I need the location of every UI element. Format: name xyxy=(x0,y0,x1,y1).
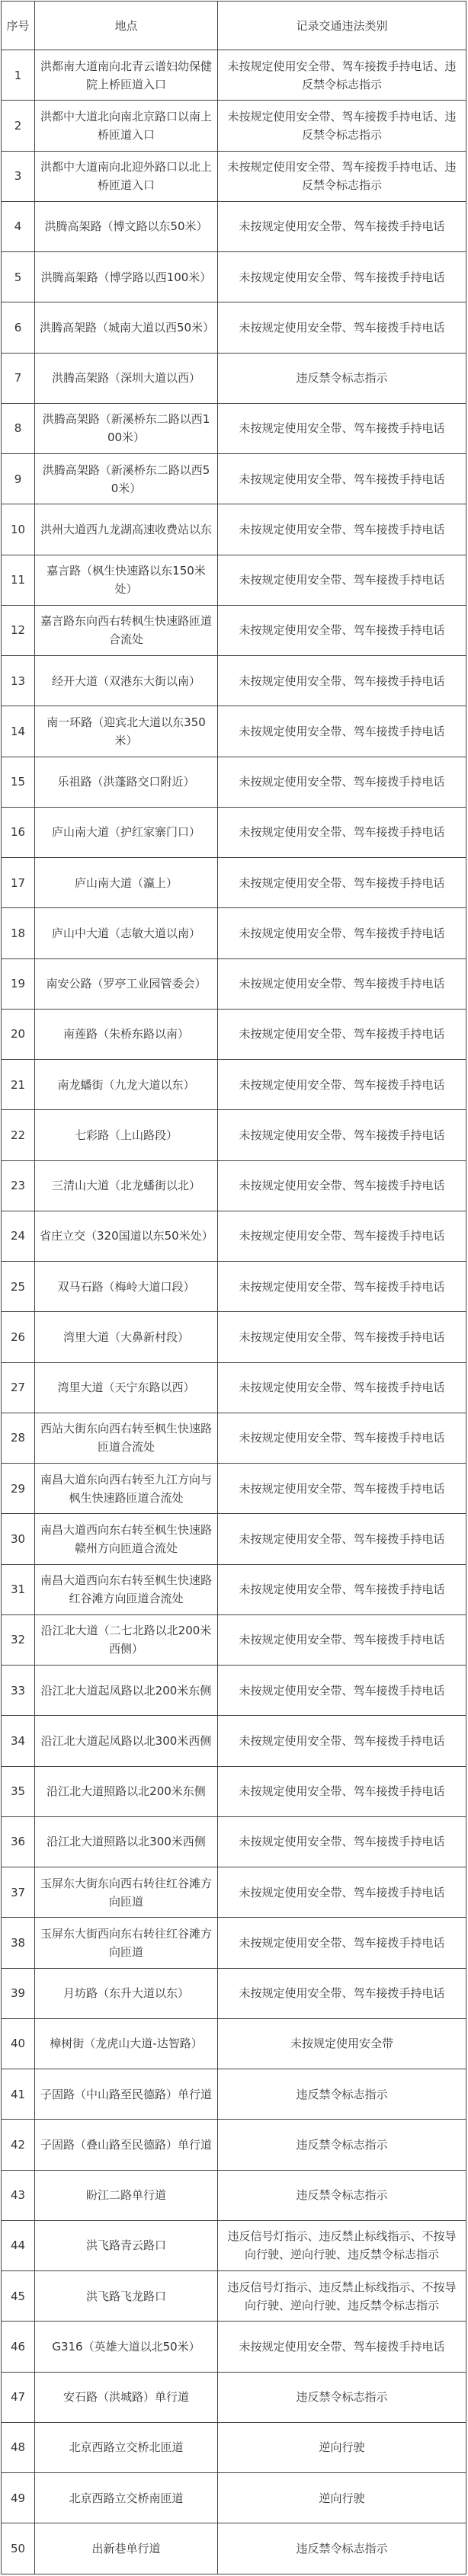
cell-location: 湾里大道（大鼻新村段） xyxy=(35,1312,218,1362)
cell-violation: 未按规定使用安全带、驾车接拨手持电话 xyxy=(218,1464,466,1514)
table-row xyxy=(2,555,466,605)
table-row xyxy=(2,1867,466,1918)
cell-violation: 未按规定使用安全带、驾车接拨手持电话 xyxy=(218,555,466,605)
cell-no: 5 xyxy=(2,252,35,302)
cell-violation: 违反禁令标志指示 xyxy=(218,2069,466,2120)
cell-no: 49 xyxy=(2,2473,35,2523)
table-row xyxy=(2,252,466,302)
table-row xyxy=(2,1918,466,1968)
table-header-row xyxy=(2,2,466,50)
cell-violation: 未按规定使用安全带、驾车接拨手持电话 xyxy=(218,757,466,807)
cell-violation: 未按规定使用安全带、驾车接拨手持电话、违反禁令标志指示 xyxy=(218,151,466,201)
cell-location: 洪都南大道南向北青云谱妇幼保健院上桥匝道入口 xyxy=(35,50,218,101)
cell-violation: 未按规定使用安全带、驾车接拨手持电话 xyxy=(218,605,466,655)
cell-violation: 未按规定使用安全带、驾车接拨手持电话 xyxy=(218,1564,466,1614)
cell-location: 洪飞路青云路口 xyxy=(35,2220,218,2270)
cell-violation: 违反信号灯指示、违反禁止标线指示、不按导向行驶、逆向行驶、违反禁令标志指示 xyxy=(218,2220,466,2270)
cell-location: 庐山中大道（志敏大道以南） xyxy=(35,908,218,958)
cell-violation: 违反禁令标志指示 xyxy=(218,353,466,403)
cell-violation: 违反禁令标志指示 xyxy=(218,2170,466,2220)
table-row xyxy=(2,1060,466,1110)
table-row xyxy=(2,2372,466,2422)
cell-location: 沿江北大道起凤路以北200米东侧 xyxy=(35,1666,218,1716)
cell-no: 36 xyxy=(2,1816,35,1867)
cell-violation: 未按规定使用安全带、驾车接拨手持电话 xyxy=(218,908,466,958)
cell-violation: 未按规定使用安全带、驾车接拨手持电话 xyxy=(218,1666,466,1716)
header-violation: 记录交通违法类别 xyxy=(218,2,466,50)
cell-no: 44 xyxy=(2,2220,35,2270)
cell-location: 洪都中大道北向南北京路口以南上桥匝道入口 xyxy=(35,101,218,151)
cell-no: 42 xyxy=(2,2120,35,2170)
cell-location: 省庄立交（320国道以东50米处） xyxy=(35,1211,218,1261)
cell-location: 嘉言路东向西右转枫生快速路匝道合流处 xyxy=(35,605,218,655)
table-row xyxy=(2,858,466,908)
cell-location: 洪腾高架路（城南大道以西50米） xyxy=(35,302,218,353)
table-row xyxy=(2,1464,466,1514)
cell-violation: 未按规定使用安全带、驾车接拨手持电话 xyxy=(218,1614,466,1665)
cell-location: 盼江二路单行道 xyxy=(35,2170,218,2220)
cell-location: 玉屏东大街东向西右转往红谷滩方向匝道 xyxy=(35,1867,218,1918)
table-row xyxy=(2,1312,466,1362)
cell-location: 洪腾高架路（深圳大道以西） xyxy=(35,353,218,403)
cell-location: 沿江北大道照路以北200米东侧 xyxy=(35,1766,218,1816)
cell-location: 北京西路立交桥南匝道 xyxy=(35,2473,218,2523)
cell-violation: 未按规定使用安全带、驾车接拨手持电话 xyxy=(218,1160,466,1211)
cell-no: 7 xyxy=(2,353,35,403)
cell-no: 24 xyxy=(2,1211,35,1261)
cell-location: 南昌大道东向西右转至九江方向与枫生快速路匝道合流处 xyxy=(35,1464,218,1514)
table-row xyxy=(2,2422,466,2472)
cell-location: 乐祖路（洪蓬路交口附近） xyxy=(35,757,218,807)
cell-no: 50 xyxy=(2,2523,35,2574)
table-row xyxy=(2,2170,466,2220)
cell-no: 15 xyxy=(2,757,35,807)
table-row xyxy=(2,706,466,757)
cell-location: 安石路（洪城路）单行道 xyxy=(35,2372,218,2422)
table-row xyxy=(2,454,466,504)
cell-violation: 违反禁令标志指示 xyxy=(218,2523,466,2574)
cell-location: 七彩路（上山路段） xyxy=(35,1110,218,1160)
cell-no: 20 xyxy=(2,1009,35,1059)
table-row xyxy=(2,2120,466,2170)
cell-location: 洪腾高架路（新溪桥东二路以西50米） xyxy=(35,454,218,504)
cell-location: 南昌大道西向东右转至枫生快速路红谷滩方向匝道合流处 xyxy=(35,1564,218,1614)
cell-no: 26 xyxy=(2,1312,35,1362)
cell-no: 31 xyxy=(2,1564,35,1614)
table-row xyxy=(2,101,466,151)
table-row xyxy=(2,1413,466,1463)
table-row xyxy=(2,605,466,655)
cell-location: 洪飞路飞龙路口 xyxy=(35,2271,218,2322)
cell-violation: 违反禁令标志指示 xyxy=(218,2120,466,2170)
cell-violation: 未按规定使用安全带、驾车接拨手持电话 xyxy=(218,504,466,555)
table-row xyxy=(2,403,466,453)
cell-no: 35 xyxy=(2,1766,35,1816)
cell-no: 27 xyxy=(2,1362,35,1413)
table-row xyxy=(2,958,466,1009)
cell-violation: 未按规定使用安全带、驾车接拨手持电话 xyxy=(218,1816,466,1867)
cell-violation: 未按规定使用安全带、驾车接拨手持电话 xyxy=(218,1009,466,1059)
cell-location: 北京西路立交桥北匝道 xyxy=(35,2422,218,2472)
cell-location: 经开大道（双港东大街以南） xyxy=(35,656,218,706)
cell-violation: 未按规定使用安全带、驾车接拨手持电话 xyxy=(218,1867,466,1918)
cell-location: 庐山南大道（护红家寨门口） xyxy=(35,807,218,857)
cell-violation: 未按规定使用安全带、驾车接拨手持电话 xyxy=(218,958,466,1009)
cell-no: 39 xyxy=(2,1968,35,2018)
cell-location: 洪腾高架路（新溪桥东二路以西100米） xyxy=(35,403,218,453)
cell-violation: 逆向行驶 xyxy=(218,2422,466,2472)
cell-location: 庐山南大道（瀛上） xyxy=(35,858,218,908)
cell-location: 子固路（中山路至民德路）单行道 xyxy=(35,2069,218,2120)
cell-location: 子固路（叠山路至民德路）单行道 xyxy=(35,2120,218,2170)
cell-violation: 违反禁令标志指示 xyxy=(218,2372,466,2422)
cell-violation: 未按规定使用安全带、驾车接拨手持电话 xyxy=(218,1716,466,1766)
cell-no: 38 xyxy=(2,1918,35,1968)
table-row xyxy=(2,2523,466,2574)
cell-location: 南莲路（朱桥东路以南） xyxy=(35,1009,218,1059)
cell-violation: 未按规定使用安全带、驾车接拨手持电话 xyxy=(218,1413,466,1463)
table-row xyxy=(2,151,466,201)
cell-location: 樟树街（龙虎山大道-达智路） xyxy=(35,2018,218,2069)
cell-violation: 未按规定使用安全带、驾车接拨手持电话 xyxy=(218,1211,466,1261)
table-row xyxy=(2,2220,466,2270)
cell-no: 12 xyxy=(2,605,35,655)
table-row xyxy=(2,1716,466,1766)
cell-location: 西站大街东向西右转至枫生快速路匝道合流处 xyxy=(35,1413,218,1463)
cell-no: 6 xyxy=(2,302,35,353)
cell-no: 18 xyxy=(2,908,35,958)
cell-no: 8 xyxy=(2,403,35,453)
cell-location: 沿江北大道（二七北路以北200米西侧） xyxy=(35,1614,218,1665)
cell-no: 48 xyxy=(2,2422,35,2472)
cell-no: 14 xyxy=(2,706,35,757)
cell-violation: 逆向行驶 xyxy=(218,2473,466,2523)
cell-no: 33 xyxy=(2,1666,35,1716)
cell-violation: 未按规定使用安全带、驾车接拨手持电话 xyxy=(218,656,466,706)
table-row xyxy=(2,2069,466,2120)
cell-no: 22 xyxy=(2,1110,35,1160)
table-row xyxy=(2,1262,466,1312)
cell-violation: 未按规定使用安全带、驾车接拨手持电话、违反禁令标志指示 xyxy=(218,50,466,101)
table-row xyxy=(2,656,466,706)
header-no: 序号 xyxy=(2,2,35,50)
cell-violation: 未按规定使用安全带、驾车接拨手持电话 xyxy=(218,1968,466,2018)
cell-violation: 未按规定使用安全带 xyxy=(218,2018,466,2069)
cell-no: 29 xyxy=(2,1464,35,1514)
table-row xyxy=(2,2018,466,2069)
table-row xyxy=(2,1110,466,1160)
cell-no: 16 xyxy=(2,807,35,857)
table-row xyxy=(2,1362,466,1413)
cell-no: 47 xyxy=(2,2372,35,2422)
cell-violation: 未按规定使用安全带、驾车接拨手持电话、违反禁令标志指示 xyxy=(218,101,466,151)
cell-no: 46 xyxy=(2,2322,35,2372)
table-row xyxy=(2,1009,466,1059)
cell-no: 10 xyxy=(2,504,35,555)
cell-violation: 未按规定使用安全带、驾车接拨手持电话 xyxy=(218,454,466,504)
cell-no: 3 xyxy=(2,151,35,201)
header-location: 地点 xyxy=(35,2,218,50)
cell-location: 南安公路（罗亭工业园管委会） xyxy=(35,958,218,1009)
cell-no: 45 xyxy=(2,2271,35,2322)
table-row xyxy=(2,1514,466,1564)
table-row xyxy=(2,2271,466,2322)
cell-violation: 未按规定使用安全带、驾车接拨手持电话 xyxy=(218,1060,466,1110)
table-row xyxy=(2,1968,466,2018)
table-row xyxy=(2,1160,466,1211)
cell-no: 17 xyxy=(2,858,35,908)
cell-location: 嘉言路（枫生快速路以东150米处） xyxy=(35,555,218,605)
cell-violation: 未按规定使用安全带、驾车接拨手持电话 xyxy=(218,1514,466,1564)
cell-violation: 未按规定使用安全带、驾车接拨手持电话 xyxy=(218,1918,466,1968)
table-row xyxy=(2,1666,466,1716)
table-row xyxy=(2,201,466,251)
table-row xyxy=(2,1766,466,1816)
table-row xyxy=(2,1614,466,1665)
cell-violation: 未按规定使用安全带、驾车接拨手持电话 xyxy=(218,302,466,353)
table-row xyxy=(2,757,466,807)
table-row xyxy=(2,908,466,958)
cell-location: 双马石路（梅岭大道口段） xyxy=(35,1262,218,1312)
cell-no: 25 xyxy=(2,1262,35,1312)
cell-violation: 未按规定使用安全带、驾车接拨手持电话 xyxy=(218,1766,466,1816)
cell-no: 9 xyxy=(2,454,35,504)
table-row xyxy=(2,504,466,555)
table-row xyxy=(2,1816,466,1867)
cell-violation: 未按规定使用安全带、驾车接拨手持电话 xyxy=(218,1362,466,1413)
table-row xyxy=(2,353,466,403)
cell-no: 2 xyxy=(2,101,35,151)
cell-no: 32 xyxy=(2,1614,35,1665)
cell-no: 19 xyxy=(2,958,35,1009)
cell-location: 洪腾高架路（博学路以西100米） xyxy=(35,252,218,302)
cell-violation: 未按规定使用安全带、驾车接拨手持电话 xyxy=(218,807,466,857)
cell-location: 湾里大道（天宁东路以西） xyxy=(35,1362,218,1413)
cell-no: 13 xyxy=(2,656,35,706)
cell-violation: 未按规定使用安全带、驾车接拨手持电话 xyxy=(218,2322,466,2372)
cell-no: 21 xyxy=(2,1060,35,1110)
cell-location: 南一环路（迎宾北大道以东350米） xyxy=(35,706,218,757)
cell-location: 洪都中大道南向北迎外路口以北上桥匝道入口 xyxy=(35,151,218,201)
cell-no: 43 xyxy=(2,2170,35,2220)
cell-violation: 未按规定使用安全带、驾车接拨手持电话 xyxy=(218,201,466,251)
cell-violation: 未按规定使用安全带、驾车接拨手持电话 xyxy=(218,403,466,453)
cell-location: 南龙蟠街（九龙大道以东） xyxy=(35,1060,218,1110)
cell-violation: 未按规定使用安全带、驾车接拨手持电话 xyxy=(218,1312,466,1362)
cell-location: 三清山大道（北龙蟠街以北） xyxy=(35,1160,218,1211)
cell-violation: 未按规定使用安全带、驾车接拨手持电话 xyxy=(218,1110,466,1160)
cell-no: 28 xyxy=(2,1413,35,1463)
table-row xyxy=(2,807,466,857)
cell-no: 23 xyxy=(2,1160,35,1211)
table-row xyxy=(2,1564,466,1614)
cell-location: 沿江北大道照路以北300米西侧 xyxy=(35,1816,218,1867)
cell-violation: 违反信号灯指示、违反禁止标线指示、不按导向行驶、逆向行驶、违反禁令标志指示 xyxy=(218,2271,466,2322)
cell-location: 沿江北大道起凤路以北300米西侧 xyxy=(35,1716,218,1766)
cell-location: 出新巷单行道 xyxy=(35,2523,218,2574)
cell-location: 南昌大道西向东右转至枫生快速路赣州方向匝道合流处 xyxy=(35,1514,218,1564)
cell-violation: 未按规定使用安全带、驾车接拨手持电话 xyxy=(218,706,466,757)
table-row xyxy=(2,2473,466,2523)
table-row xyxy=(2,1211,466,1261)
cell-violation: 未按规定使用安全带、驾车接拨手持电话 xyxy=(218,858,466,908)
cell-no: 1 xyxy=(2,50,35,101)
cell-no: 4 xyxy=(2,201,35,251)
table-row xyxy=(2,50,466,101)
cell-location: G316（英雄大道以北50米） xyxy=(35,2322,218,2372)
cell-violation: 未按规定使用安全带、驾车接拨手持电话 xyxy=(218,252,466,302)
cell-location: 月坊路（东升大道以东） xyxy=(35,1968,218,2018)
cell-location: 玉屏东大街西向东右转往红谷滩方向匝道 xyxy=(35,1918,218,1968)
table-row xyxy=(2,2322,466,2372)
cell-no: 11 xyxy=(2,555,35,605)
cell-no: 41 xyxy=(2,2069,35,2120)
cell-violation: 未按规定使用安全带、驾车接拨手持电话 xyxy=(218,1262,466,1312)
enforcement-locations-table xyxy=(1,1,466,2574)
cell-no: 40 xyxy=(2,2018,35,2069)
table-row xyxy=(2,302,466,353)
cell-location: 洪腾高架路（博文路以东50米） xyxy=(35,201,218,251)
cell-location: 洪州大道西九龙湖高速收费站以东 xyxy=(35,504,218,555)
cell-no: 34 xyxy=(2,1716,35,1766)
cell-no: 37 xyxy=(2,1867,35,1918)
cell-no: 30 xyxy=(2,1514,35,1564)
